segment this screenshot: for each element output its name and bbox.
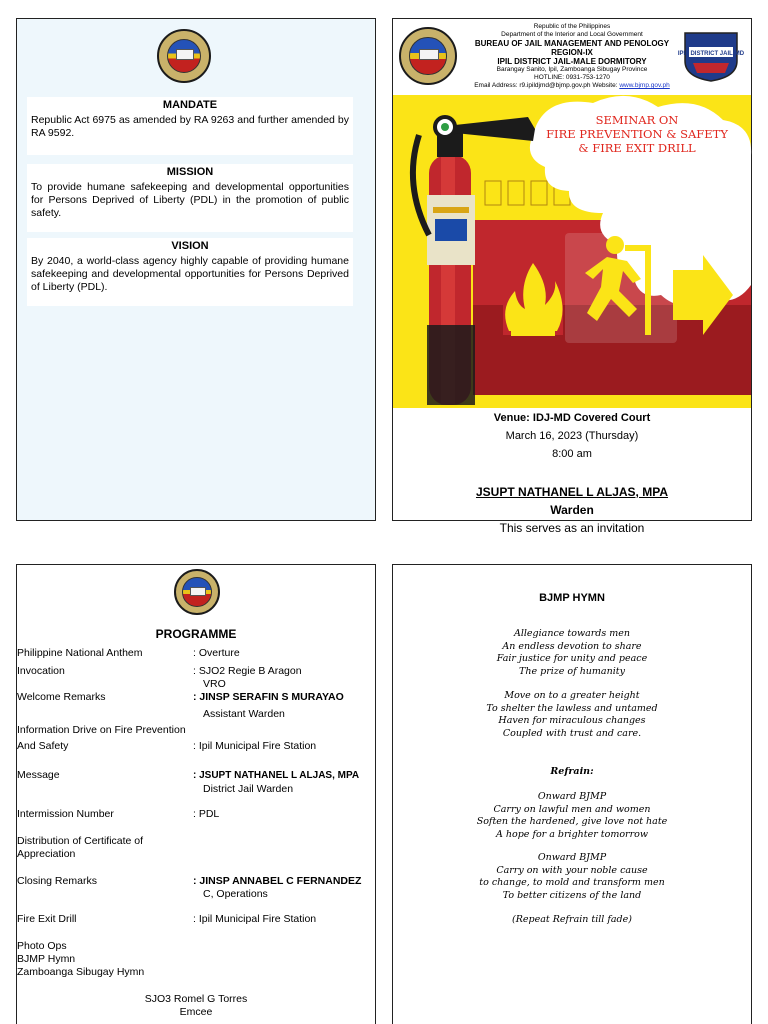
venue-text: Venue: IDJ-MD Covered Court	[493, 412, 651, 424]
vision-text: By 2040, a world-class agency highly capable of providing humane safekeeping and developmental opportunities for Persons Deprived of Liberty (PDL).	[31, 255, 349, 293]
hymn-panel	[392, 564, 752, 1024]
hymn-line: to change, to mold and transform men	[479, 877, 665, 888]
programme-panel	[16, 564, 376, 1024]
hymn-line: Carry on lawful men and women	[493, 803, 651, 815]
poster-title-line: SEMINAR ON	[595, 113, 679, 127]
programme-item-value: : JINSP ANNABEL C FERNANDEZ	[193, 875, 362, 887]
header-line: Department of the Interior and Local Government	[501, 31, 643, 38]
header-office: IPIL DISTRICT JAIL-MALE DORMITORY	[497, 57, 647, 66]
seminar-poster	[393, 95, 751, 408]
programme-item-sub: Assistant Warden	[203, 708, 285, 720]
hymn-line: To better citizens of the land	[502, 889, 642, 901]
hymn-refrain-1	[393, 791, 751, 841]
hymn-line: Haven for miraculous changes	[498, 715, 646, 726]
signatory-name: JSUPT NATHANEL L ALJAS, MPA	[475, 485, 669, 499]
programme-item-value: : Overture	[193, 647, 240, 659]
vision-box	[27, 238, 353, 306]
hymn-line: A hope for a brighter tomorrow	[496, 828, 648, 840]
agency-header	[393, 23, 751, 90]
programme-item-value: : SJO2 Regie B Aragon	[193, 665, 302, 677]
programme-item-value: : Ipil Municipal Fire Station	[193, 740, 317, 752]
programme-item-label: Intermission Number	[17, 808, 114, 820]
emcee-name: SJO3 Romel G Torres	[144, 993, 248, 1005]
event-time: 8:00 am	[552, 448, 592, 460]
refrain-label: Refrain:	[550, 766, 594, 777]
hymn-line: Soften the hardened, give love not hate	[476, 816, 668, 827]
programme-item-label: Information Drive on Fire Prevention	[17, 724, 186, 736]
repeat-note: (Repeat Refrain till fade)	[512, 914, 632, 925]
mandate-text: Republic Act 6975 as amended by RA 9263 and further amended by RA 9592.	[31, 114, 349, 139]
hymn-line: Carry on with your noble cause	[496, 864, 648, 876]
hymn-line: An endless devotion to share	[502, 640, 642, 652]
hymn-line: Coupled with trust and care.	[502, 727, 642, 739]
hymn-verse-1	[393, 628, 751, 678]
programme-title: PROGRAMME	[155, 627, 237, 641]
hymn-verse-2	[393, 690, 751, 740]
poster-title	[523, 113, 751, 155]
mission-heading: MISSION	[166, 166, 214, 178]
signatory-position: Warden	[550, 503, 594, 517]
invitation-note: This serves as an invitation	[499, 521, 645, 535]
programme-item-label: Welcome Remarks	[17, 691, 106, 703]
bjmp-seal-icon	[157, 29, 211, 83]
svg-text:IPIL DISTRICT JAIL-MD: IPIL DISTRICT JAIL-MD	[677, 51, 745, 57]
programme-item-sub: District Jail Warden	[203, 783, 294, 795]
programme-item-label: Distribution of Certificate of	[17, 835, 144, 847]
header-address: Barangay Sanito, Ipil, Zamboanga Sibugay Province	[496, 66, 648, 73]
mission-text: To provide humane safekeeping and developmental opportunities for Persons Deprived of Liberty (PDL) in the promotion of public safety.	[31, 181, 349, 219]
poster-title-line: & FIRE EXIT DRILL	[578, 141, 696, 155]
header-region: REGION-IX	[551, 48, 593, 57]
header-hotline: HOTLINE: 0931-753-1270	[534, 74, 610, 81]
hymn-line: The prize of humanity	[519, 665, 625, 677]
hymn-refrain-2	[393, 852, 751, 902]
programme-item-label: Closing Remarks	[17, 875, 97, 887]
programme-item-label: And Safety	[17, 740, 69, 752]
mandate-heading: MANDATE	[162, 99, 218, 111]
event-date: March 16, 2023 (Thursday)	[505, 430, 639, 442]
vision-heading: VISION	[171, 240, 209, 252]
programme-item-sub: VRO	[203, 678, 226, 690]
bjmp-seal-icon	[174, 569, 220, 615]
programme-item-label: Fire Exit Drill	[17, 913, 77, 925]
header-contact	[393, 82, 751, 90]
programme-item-label: Invocation	[17, 665, 65, 677]
hymn-line: To shelter the lawless and untamed	[486, 702, 658, 714]
emcee-role: Emcee	[179, 1006, 213, 1018]
header-line: Republic of the Philippines	[533, 23, 611, 30]
header-email: Email Address: r9.ipildjmd@bjmp.gov.ph Website:	[474, 82, 620, 89]
hymn-line: Allegiance towards men	[513, 628, 631, 639]
programme-item-label: Appreciation	[17, 848, 76, 860]
header-bureau: BUREAU OF JAIL MANAGEMENT AND PENOLOGY	[474, 39, 670, 48]
hymn-line: Fair justice for unity and peace	[496, 653, 648, 664]
hymn-line: Move on to a greater height	[504, 690, 640, 701]
programme-item-value: : JINSP SERAFIN S MURAYAO	[193, 691, 344, 703]
programme-item-label: BJMP Hymn	[17, 953, 76, 965]
programme-item-value: : JSUPT NATHANEL L ALJAS, MPA	[193, 770, 360, 781]
hymn-title: BJMP HYMN	[539, 592, 605, 604]
programme-item-label: Zamboanga Sibugay Hymn	[17, 966, 145, 978]
mandate-panel	[16, 18, 376, 521]
programme-item-label: Philippine National Anthem	[17, 647, 143, 659]
hymn-line: Onward BJMP	[537, 791, 607, 802]
programme-item-sub: C, Operations	[203, 888, 268, 900]
flame-icon	[503, 255, 563, 336]
mission-box	[27, 164, 353, 232]
programme-item-label: Photo Ops	[17, 940, 67, 952]
mandate-box	[27, 97, 353, 155]
invitation-panel	[392, 18, 752, 535]
poster-title-line: FIRE PREVENTION & SAFETY	[546, 127, 728, 141]
programme-item-value: : PDL	[193, 808, 220, 820]
hymn-line: Onward BJMP	[537, 852, 607, 863]
website-link[interactable]: www.bjmp.gov.ph	[619, 82, 670, 89]
programme-item-value: : Ipil Municipal Fire Station	[193, 913, 317, 925]
programme-item-label: Message	[17, 769, 60, 781]
